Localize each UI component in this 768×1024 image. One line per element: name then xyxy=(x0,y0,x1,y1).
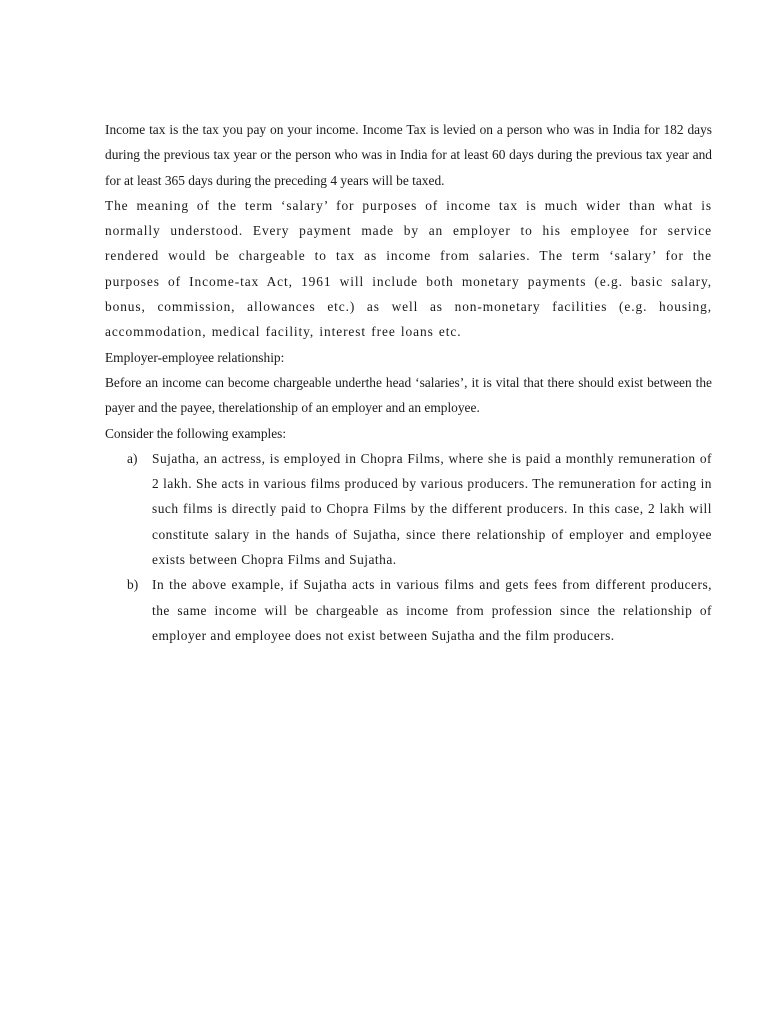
list-item xyxy=(105,572,712,648)
intro-paragraph: Income tax is the tax you pay on your income. Income Tax is levied on a person who was in India for 182 days during the previous tax year or the person who was in India for at least 60 days during the previous tax year and for at least 365 days during the preceding 4 years will be taxed. xyxy=(105,122,712,188)
document-page xyxy=(105,117,712,648)
list-marker: a) xyxy=(127,450,138,466)
section-heading: Employer-employee relationship: xyxy=(105,349,285,365)
examples-list xyxy=(105,446,712,648)
list-item xyxy=(105,446,712,572)
example-text: Sujatha, an actress, is employed in Chopra Films, where she is paid a monthly remuneration of 2 lakh. She acts in various films produced by various producers. The remuneration for acting in such films is directly paid to Chopra Films by the different producers. In this case, 2 lakh will constitute salary in the hands of Sujatha, since there relationship of employer and employee exists between Chopra Films and Sujatha. xyxy=(152,450,712,568)
example-text: In the above example, if Sujatha acts in various films and gets fees from different producers, the same income will be chargeable as income from profession since the relationship of employer and employee does not exist between Sujatha and the film producers. xyxy=(152,577,712,643)
salary-definition-paragraph: The meaning of the term ‘salary’ for purposes of income tax is much wider than what is normally understood. Every payment made by an employer to his employee for service rendered would be chargeable to tax as income from salaries. The term ‘salary’ for the purposes of Income-tax Act, 1961 will include both monetary payments (e.g. basic salary, bonus, commission, allowances etc.) as well as non-monetary facilities (e.g. housing, accommodation, medical facility, interest free loans etc. xyxy=(105,197,712,340)
list-marker: b) xyxy=(127,577,139,593)
relationship-paragraph: Before an income can become chargeable underthe head ‘salaries’, it is vital that there should exist between the payer and the payee, therelationship of an employer and an employee. xyxy=(105,374,712,416)
examples-intro: Consider the following examples: xyxy=(105,425,287,441)
